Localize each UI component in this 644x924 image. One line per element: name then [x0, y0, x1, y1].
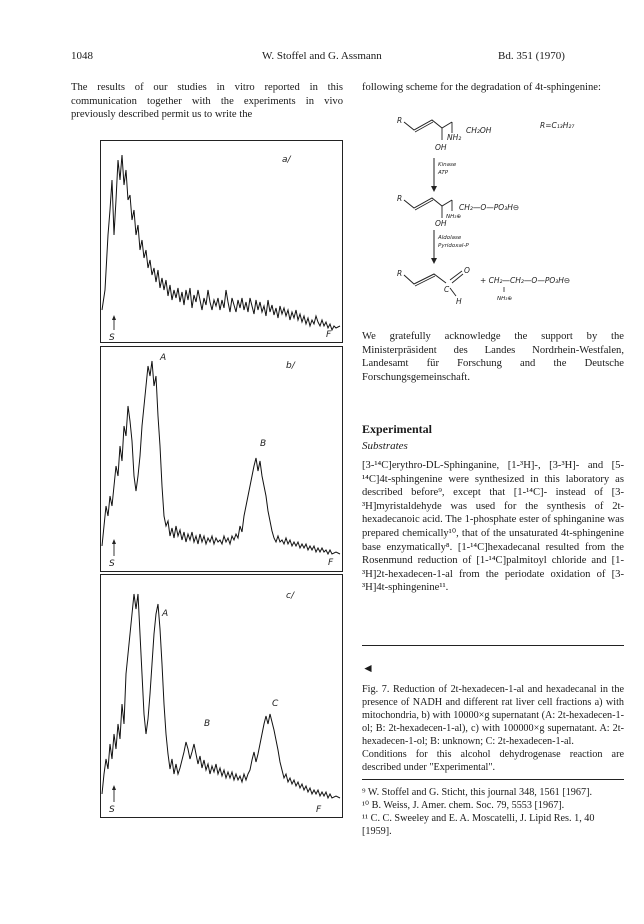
scheme-ch2oh: CH₂OH — [466, 126, 492, 135]
scheme-atp: ATP — [438, 170, 449, 176]
scheme-oh-1: OH — [435, 143, 447, 152]
acknowledgement: We gratefully acknowledge the support by the Ministerpräsident des Landes Nordrhein-Westfalen, Landesamt für Forschung and the Deutsche Forschungsgemeinschaft. — [362, 331, 624, 383]
panel-b — [101, 347, 343, 572]
scheme-aldehyde-c: C — [444, 285, 450, 294]
page-number: 1048 — [71, 50, 93, 62]
caption-rule — [362, 645, 624, 646]
panel-b-label: b/ — [286, 361, 295, 371]
panel-b-trace — [102, 361, 340, 554]
products-structure — [397, 266, 570, 306]
panel-a-trace — [102, 155, 340, 330]
panel-b-peak-a: A — [160, 353, 167, 363]
panel-c-trace — [102, 594, 340, 798]
scheme-phosphoethanolamine: + CH₂—CH₂—O—PO₃H⊖ — [480, 276, 571, 285]
panel-a-start: S — [109, 333, 115, 343]
figure-caption-conditions: Conditions for this alcohol dehydrogenase reaction are described under "Experimental". — [362, 749, 624, 773]
scheme-r-1: R — [397, 116, 403, 125]
running-head-authors: W. Stoffel and G. Assmann — [262, 50, 382, 62]
scheme-phosphate-group: CH₂—O—PO₃H⊖ — [459, 203, 520, 212]
panel-a — [101, 141, 343, 344]
footnote-11: ¹¹ C. C. Sweeley and E. A. Moscatelli, J. Lipid Res. 1, 40 [1959]. — [362, 813, 595, 837]
scheme-oh-2: OH — [435, 219, 447, 228]
scheme-nh2: NH₂ — [447, 133, 462, 142]
degradation-scheme — [362, 108, 624, 318]
footnotes — [362, 786, 624, 838]
scheme-kinase: Kinase — [438, 162, 457, 168]
journal-reference: Bd. 351 (1970) — [498, 50, 565, 62]
substrates-subheading: Substrates — [362, 440, 408, 452]
intro-paragraph-left: The results of our studies in vitro reported in this communication together with the experiments in vivo previously described permit us to write the — [71, 82, 343, 121]
experimental-paragraph: [3-¹⁴C]erythro-DL-Sphinganine, [1-³H]-, [3-³H]- and [5-¹⁴C]4t-sphingenine were synthesized in this laboratory as described before⁹, except that [1-¹⁴C]- instead of [3-³H]myristaldehyde was used for the synthesis of 2t-hexadecanoic acid. The 1-phosphate ester of sphinganine was prepared chemically¹⁰, that of the unsaturated 4t-sphingenine base enzymatically⁸. [1-¹⁴C]hexadecanal resulted from the Rosenmund reduction of [1-¹⁴C]palmitoyl chloride and [1-³H]2t-hexadecen-1-al from the periodate oxidation of [3-³H]4t-sphingenine¹¹. — [362, 460, 624, 594]
panel-b-finish: F — [328, 558, 334, 568]
panel-a-finish: F — [326, 330, 332, 340]
scheme-aldehyde-o: O — [464, 266, 470, 275]
panel-b-start: S — [109, 559, 115, 569]
footnote-10: ¹⁰ B. Weiss, J. Amer. chem. Soc. 79, 5553 [1967]. — [362, 800, 565, 811]
panel-c-peak-c: C — [272, 699, 279, 709]
panel-b-peak-b: B — [260, 439, 267, 449]
panel-c-peak-b: B — [204, 719, 211, 729]
intro-paragraph-right: following scheme for the degradation of 4t-sphingenine: — [362, 82, 601, 93]
experimental-heading: Experimental — [362, 422, 432, 436]
scheme-r-3: R — [397, 269, 403, 278]
scheme-r-2: R — [397, 194, 403, 203]
footnote-9: ⁹ W. Stoffel and G. Sticht, this journal 348, 1561 [1967]. — [362, 787, 593, 798]
scheme-nh3plus-1: NH₃⊕ — [446, 214, 462, 220]
panel-c — [101, 575, 343, 818]
scheme-nh3plus-2: NH₃⊕ — [497, 296, 513, 302]
scheme-aldolase: Aldolase — [438, 235, 462, 241]
scheme-aldehyde-h: H — [456, 297, 462, 306]
scheme-r-definition: R=C₁₃H₂₇ — [540, 121, 575, 130]
panel-c-start: S — [109, 805, 115, 815]
sphingenine-phosphate-structure — [397, 194, 519, 228]
sphingenine-structure — [397, 116, 574, 152]
figure-caption: Fig. 7. Reduction of 2t-hexadecen-1-al and hexadecanal in the presence of NADH and different rat liver cell fractions a) with mitochondria, b) with 10000×g supernatant (A: 2t-hexadecen-1-ol; B: 2t-hexadecen-1-al), c) with 100000×g supernatant. A: 2t-hexadecen-1-ol; B: unknown; C: 2t-hexadecen-1-al. — [362, 684, 624, 747]
panel-c-label: c/ — [286, 591, 294, 601]
footnote-rule — [362, 779, 624, 780]
caption-arrow: ◄ — [362, 661, 374, 675]
figure-7-radiochromatograms — [100, 140, 344, 820]
panel-a-label: a/ — [282, 155, 291, 165]
panel-c-peak-a: A — [162, 609, 169, 619]
panel-c-finish: F — [316, 805, 322, 815]
scheme-pyridoxal: Pyridoxal-P — [438, 243, 469, 249]
